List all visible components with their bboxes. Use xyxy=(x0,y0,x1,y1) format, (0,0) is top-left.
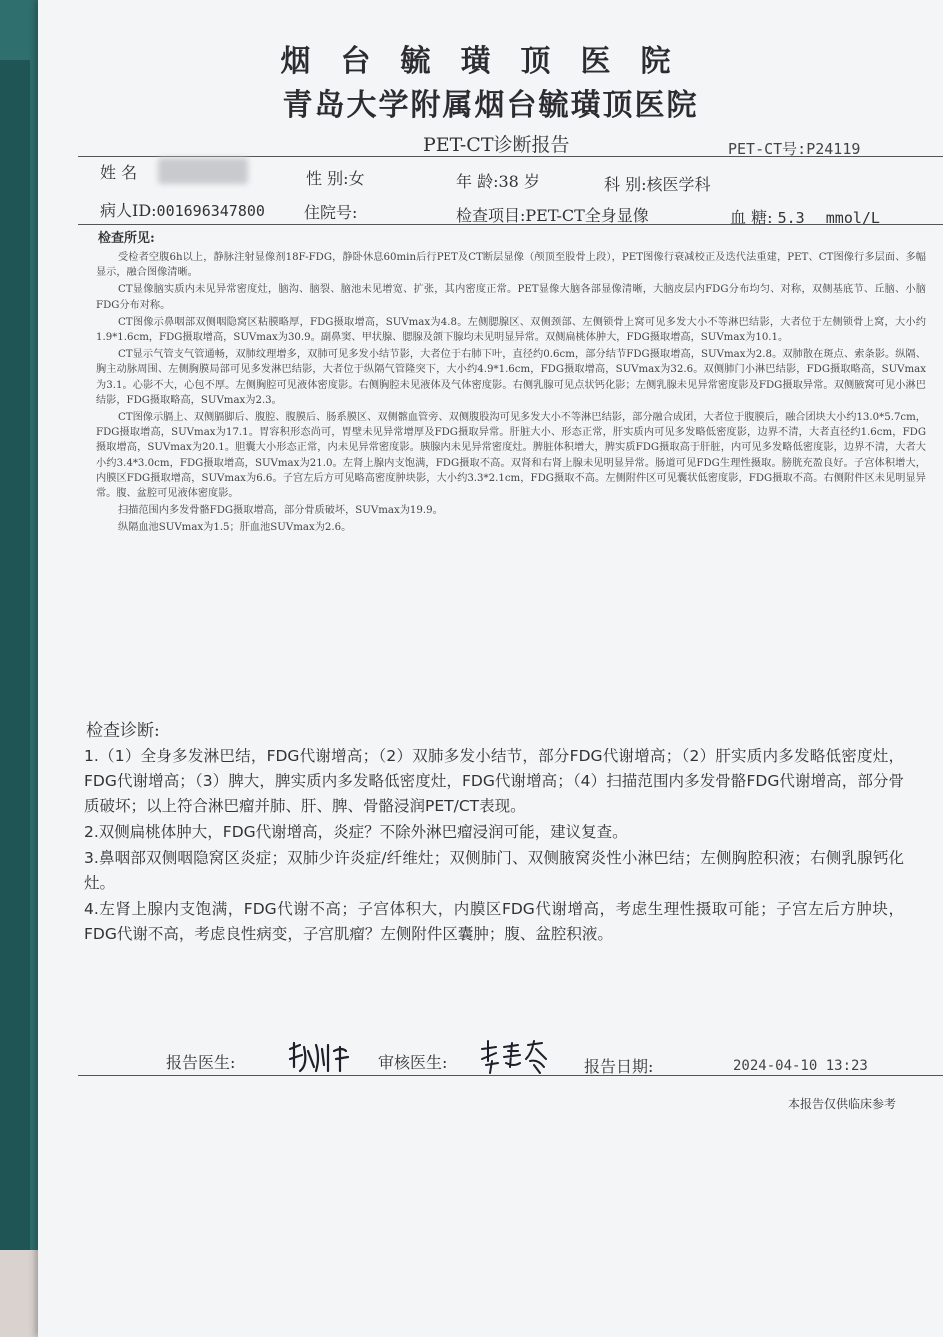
department-value: 核医学科 xyxy=(646,175,711,194)
diagnosis-heading: 检查诊断: xyxy=(86,721,160,741)
inpatient-no-label: 住院号: xyxy=(304,203,358,222)
patient-id-label: 病人ID: xyxy=(100,201,157,220)
patient-id-field xyxy=(100,198,265,221)
department-label: 科 别: xyxy=(604,175,647,194)
divider-patient xyxy=(78,224,943,225)
glucose-value: 5.3 xyxy=(777,209,805,227)
glucose-label: 血 糖: xyxy=(730,208,773,227)
patient-id-value: 001696347800 xyxy=(156,202,265,220)
exam-field xyxy=(456,203,649,226)
pet-ct-number-value: P24119 xyxy=(806,140,861,158)
gender-label: 性 别: xyxy=(306,169,349,188)
diagnosis-body xyxy=(84,744,904,948)
name-label: 姓 名 xyxy=(100,163,138,182)
age-value: 38 岁 xyxy=(498,172,540,191)
reporter-signature xyxy=(286,1037,358,1077)
findings-paragraph: 纵隔血池SUVmax为1.5；肝血池SUVmax为2.6。 xyxy=(118,522,352,534)
exam-label: 检查项目: xyxy=(456,206,526,225)
divider-top xyxy=(78,156,943,157)
department-field xyxy=(604,172,711,195)
gender-field xyxy=(306,166,365,189)
disclaimer-note: 本报告仅供临床参考 xyxy=(788,1097,897,1111)
diagnosis-item: 1.（1）全身多发淋巴结，FDG代谢增高；（2）双肺多发小结节，部分FDG代谢增高；（2）肝实质内多发略低密度灶，FDG代谢增高；（3）脾大，脾实质内多发略低密度灶，FDG代谢增高；（4）扫描范围内多发骨骼FDG代谢增高，部分骨质破坏；以上符合淋巴瘤并肺、肝、脾、骨骼浸润PET/CT表现。 xyxy=(84,747,904,815)
background-left-shadow xyxy=(0,60,30,1337)
age-field xyxy=(456,169,540,192)
glucose-unit: mmol/L xyxy=(825,209,880,227)
findings-paragraph: CT显像脑实质内未见异常密度灶，脑沟、脑裂、脑池未见增宽、扩张，其内密度正常。PET显像大脑各部显像清晰，大脑皮层内FDG分布均匀、对称，双侧基底节、丘脑、小脑FDG分布对称。 xyxy=(96,284,926,311)
redacted-name xyxy=(158,158,248,184)
diagnosis-item: 3.鼻咽部双侧咽隐窝区炎症；双肺少许炎症/纤维灶；双侧肺门、双侧腋窝炎性小淋巴结；左侧胸腔积液；右侧乳腺钙化灶。 xyxy=(84,849,904,892)
findings-paragraph: CT图像示鼻咽部双侧咽隐窝区粘膜略厚，FDG摄取增高，SUVmax为4.8。左侧腮腺区、双侧颈部、左侧锁骨上窝可见多发大小不等淋巴结影，大者位于左侧锁骨上窝，大小约1.9*1.6cm，FDG摄取增高，SUVmax为30.9。副鼻窦、甲状腺、腮腺及颌下腺均未见明显异常。双侧扁桃体肿大，FDG摄取增高，SUVmax为10.1。 xyxy=(96,316,926,344)
gender-value: 女 xyxy=(348,169,365,188)
reporter-label: 报告医生: xyxy=(166,1053,236,1072)
findings-paragraph: 扫描范围内多发骨骼FDG摄取增高，部分骨质破坏，SUVmax为19.9。 xyxy=(118,505,443,517)
report-date-label: 报告日期: xyxy=(584,1057,654,1076)
findings-paragraph: 受检者空腹6h以上，静脉注射显像剂18F-FDG，静卧休息60min后行PET及CT断层显像（颅顶至股骨上段），PET图像行衰减校正及迭代法重建，PET、CT图像行多层面、多幅显示，融合图像清晰。 xyxy=(96,252,926,279)
reviewer-signature xyxy=(478,1037,558,1077)
reviewer-label: 审核医生: xyxy=(378,1053,448,1072)
report-paper xyxy=(38,0,943,1337)
hospital-name: 烟台毓璜顶医院 xyxy=(280,44,701,79)
pet-ct-number-label: PET-CT号: xyxy=(728,140,807,158)
findings-paragraph: CT图像示膈上、双侧膈脚后、腹腔、腹膜后、肠系膜区、双侧髂血管旁、双侧腹股沟可见多发大小不等淋巴结影，部分融合成团，大者位于腹膜后，融合团块大小约13.0*5.7cm，FDG摄取增高，SUVmax为17.1。胃容积形态尚可，胃壁未见异常增厚及FDG摄取异常。肝脏大小、形态正常，肝实质内可见多发略低密度影，边界不清，大者直径约1.6cm，FDG摄取增高，SUVmax为20.1。胆囊大小形态正常，内未见异常密度影。胰腺内未见异常密度灶。脾脏体积增大，脾实质FDG摄取高于肝脏，内可见多发略低密度影，边界不清，大者大小约3.4*3.0cm，FDG摄取增高，SUVmax为21.0。左肾上腺内支饱满，FDG摄取不高。双肾和右肾上腺未见明显异常。肠道可见FDG生理性摄取。膀胱充盈良好。子宫体积增大，内膜区FDG摄取增高，SUVmax为6.6。子宫左后方可见略高密度肿块影，大小约3.3*2.1cm，FDG摄取不高。左侧附件区可见囊状低密度影，FDG摄取不高。右侧附件区未见明显异常。腹、盆腔可见液体密度影。 xyxy=(96,412,926,500)
exam-value: PET-CT全身显像 xyxy=(525,206,649,225)
findings-paragraph: CT显示气管支气管通畅，双肺纹理增多，双肺可见多发小结节影，大者位于右肺下叶，直径约0.6cm，部分结节FDG摄取增高，SUVmax为2.8。双肺散在斑点、索条影。纵隔、胸主动脉周围、左侧胸膜局部可见多发淋巴结影，大者位于纵隔气管隆突下，大小约4.9*1.6cm，FDG摄取增高，SUVmax为32.6。双侧肺门小淋巴结影，FDG摄取略高，SUVmax为3.1。心影不大，心包不厚。左侧胸腔可见液体密度影。右侧胸腔未见液体及气体密度影。右侧乳腺可见点状钙化影；左侧乳腺未见异常密度影及FDG摄取异常。双侧腋窝可见小淋巴结影，FDG摄取略高，SUVmax为2.3。 xyxy=(96,349,926,406)
report-title: PET-CT诊断报告 xyxy=(423,134,570,156)
diagnosis-item: 2.双侧扁桃体肿大，FDG代谢增高，炎症？不除外淋巴瘤浸润可能，建议复查。 xyxy=(84,823,628,841)
diagnosis-item: 4.左肾上腺内支饱满，FDG代谢不高；子宫体积大，内膜区FDG代谢增高，考虑生理性摄取可能；子宫左后方肿块，FDG代谢不高，考虑良性病变，子宫肌瘤？左侧附件区囊肿；腹、盆腔积液。 xyxy=(84,900,904,943)
age-label: 年 龄: xyxy=(456,172,499,191)
hospital-subtitle: 青岛大学附属烟台毓璜顶医院 xyxy=(282,88,699,123)
findings-heading: 检查所见: xyxy=(98,231,155,246)
report-date-value: 2024-04-10 13:23 xyxy=(733,1058,868,1074)
findings-body xyxy=(96,250,926,538)
divider-footer xyxy=(78,1075,943,1076)
